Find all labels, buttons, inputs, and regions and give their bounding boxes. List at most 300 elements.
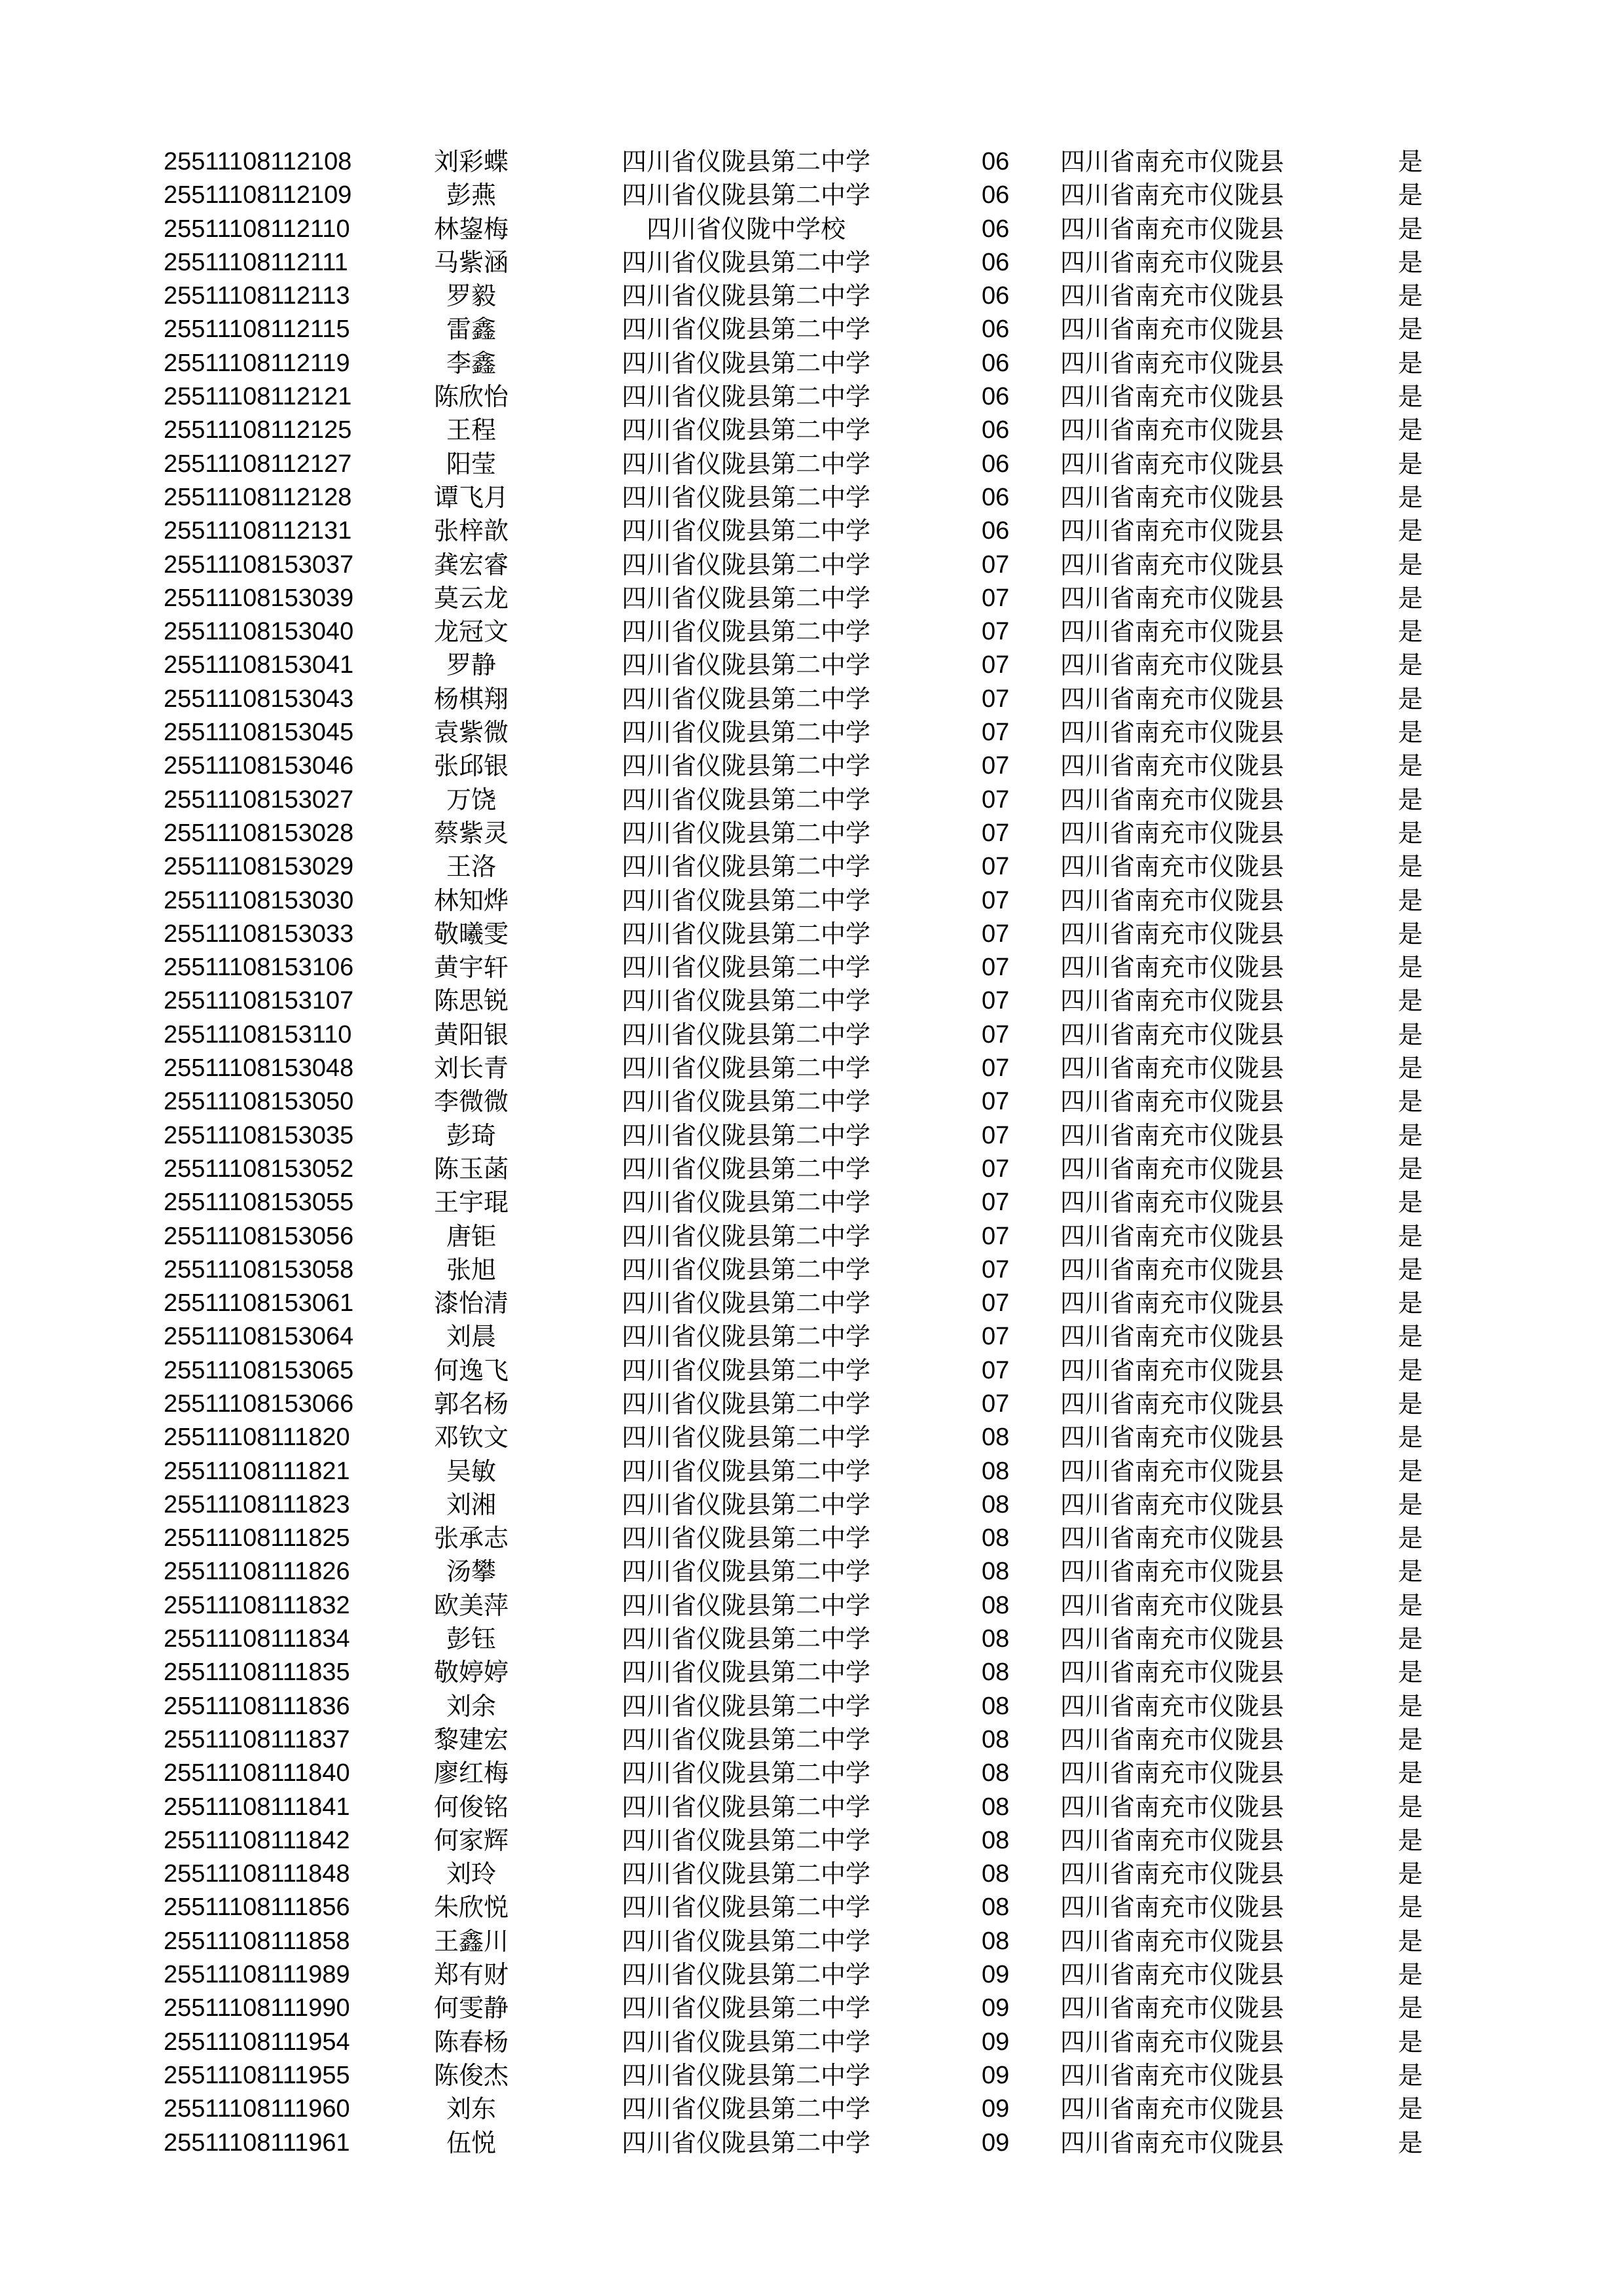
student-name-cell: 张承志 bbox=[433, 1524, 508, 1553]
status-flag-cell: 是 bbox=[1397, 1020, 1423, 1049]
student-name-cell: 郭名杨 bbox=[433, 1389, 508, 1418]
student-id-cell: 25511108153064 bbox=[164, 1323, 354, 1351]
region-cell: 四川省南充市仪陇县 bbox=[1060, 2128, 1285, 2157]
student-id-cell: 25511108112127 bbox=[164, 450, 352, 478]
student-name-cell: 欧美萍 bbox=[433, 1590, 508, 1620]
class-number-cell: 07 bbox=[982, 853, 1010, 881]
region-cell: 四川省南充市仪陇县 bbox=[1060, 1691, 1285, 1721]
status-flag-cell: 是 bbox=[1397, 1322, 1423, 1352]
school-cell: 四川省仪陇县第二中学 bbox=[621, 1557, 870, 1587]
table-row bbox=[164, 1925, 1446, 1958]
region-cell: 四川省南充市仪陇县 bbox=[1060, 1456, 1285, 1486]
class-number-cell: 07 bbox=[982, 920, 1010, 948]
status-flag-cell: 是 bbox=[1397, 1255, 1423, 1284]
table-row bbox=[164, 145, 1446, 179]
table-row bbox=[164, 1018, 1446, 1052]
region-cell: 四川省南充市仪陇县 bbox=[1060, 550, 1285, 579]
table-row bbox=[164, 817, 1446, 850]
school-cell: 四川省仪陇县第二中学 bbox=[621, 550, 870, 579]
student-id-cell: 25511108153027 bbox=[164, 785, 354, 814]
status-flag-cell: 是 bbox=[1397, 2128, 1423, 2157]
table-row bbox=[164, 1287, 1446, 1320]
region-cell: 四川省南充市仪陇县 bbox=[1060, 718, 1285, 747]
class-number-cell: 07 bbox=[982, 1121, 1010, 1149]
student-roster-table bbox=[164, 145, 1446, 2160]
table-row bbox=[164, 716, 1446, 749]
class-number-cell: 07 bbox=[982, 550, 1010, 579]
student-id-cell: 25511108111820 bbox=[164, 1424, 350, 1452]
region-cell: 四川省南充市仪陇县 bbox=[1060, 1590, 1285, 1620]
region-cell: 四川省南充市仪陇县 bbox=[1060, 617, 1285, 647]
class-number-cell: 08 bbox=[982, 1490, 1010, 1518]
region-cell: 四川省南充市仪陇县 bbox=[1060, 1423, 1285, 1452]
region-cell: 四川省南充市仪陇县 bbox=[1060, 1389, 1285, 1418]
region-cell: 四川省南充市仪陇县 bbox=[1060, 1624, 1285, 1654]
student-name-cell: 张梓歆 bbox=[433, 516, 508, 546]
school-cell: 四川省仪陇县第二中学 bbox=[621, 348, 870, 378]
school-cell: 四川省仪陇县第二中学 bbox=[621, 1154, 870, 1183]
student-name-cell: 张邱银 bbox=[433, 751, 508, 781]
school-cell: 四川省仪陇县第二中学 bbox=[621, 1691, 870, 1721]
region-cell: 四川省南充市仪陇县 bbox=[1060, 2094, 1285, 2124]
student-id-cell: 25511108112109 bbox=[164, 181, 352, 209]
school-cell: 四川省仪陇县第二中学 bbox=[621, 1994, 870, 2023]
student-id-cell: 25511108112128 bbox=[164, 483, 352, 511]
student-id-cell: 25511108111835 bbox=[164, 1659, 350, 1687]
class-number-cell: 09 bbox=[982, 2028, 1010, 2056]
status-flag-cell: 是 bbox=[1397, 1624, 1423, 1654]
student-name-cell: 黄阳银 bbox=[433, 1020, 508, 1049]
student-id-cell: 25511108153040 bbox=[164, 618, 354, 646]
region-cell: 四川省南充市仪陇县 bbox=[1060, 315, 1285, 344]
status-flag-cell: 是 bbox=[1397, 1691, 1423, 1721]
table-row bbox=[164, 1052, 1446, 1085]
status-flag-cell: 是 bbox=[1397, 751, 1423, 781]
status-flag-cell: 是 bbox=[1397, 1456, 1423, 1486]
school-cell: 四川省仪陇县第二中学 bbox=[621, 1490, 870, 1519]
status-flag-cell: 是 bbox=[1397, 1423, 1423, 1452]
school-cell: 四川省仪陇县第二中学 bbox=[621, 1289, 870, 1318]
table-row bbox=[164, 649, 1446, 682]
status-flag-cell: 是 bbox=[1397, 1221, 1423, 1251]
table-row bbox=[164, 179, 1446, 212]
student-id-cell: 25511108112115 bbox=[164, 315, 350, 344]
status-flag-cell: 是 bbox=[1397, 281, 1423, 311]
class-number-cell: 08 bbox=[982, 1826, 1010, 1854]
student-name-cell: 刘东 bbox=[446, 2094, 496, 2124]
class-number-cell: 07 bbox=[982, 685, 1010, 713]
table-row bbox=[164, 1656, 1446, 1689]
class-number-cell: 08 bbox=[982, 1457, 1010, 1485]
status-flag-cell: 是 bbox=[1397, 1121, 1423, 1150]
table-row bbox=[164, 582, 1446, 615]
student-id-cell: 25511108153107 bbox=[164, 987, 354, 1015]
school-cell: 四川省仪陇县第二中学 bbox=[621, 382, 870, 412]
status-flag-cell: 是 bbox=[1397, 617, 1423, 647]
table-row bbox=[164, 615, 1446, 649]
region-cell: 四川省南充市仪陇县 bbox=[1060, 651, 1285, 680]
student-id-cell: 25511108111858 bbox=[164, 1927, 350, 1955]
student-name-cell: 刘长青 bbox=[433, 1054, 508, 1083]
class-number-cell: 07 bbox=[982, 1289, 1010, 1318]
class-number-cell: 07 bbox=[982, 954, 1010, 982]
student-name-cell: 林知烨 bbox=[433, 886, 508, 915]
school-cell: 四川省仪陇县第二中学 bbox=[621, 1759, 870, 1788]
school-cell: 四川省仪陇县第二中学 bbox=[621, 281, 870, 311]
student-name-cell: 李微微 bbox=[433, 1087, 508, 1117]
student-id-cell: 25511108112119 bbox=[164, 349, 350, 377]
student-id-cell: 25511108153058 bbox=[164, 1255, 354, 1283]
region-cell: 四川省南充市仪陇县 bbox=[1060, 2027, 1285, 2056]
region-cell: 四川省南充市仪陇县 bbox=[1060, 1355, 1285, 1385]
table-row bbox=[164, 850, 1446, 884]
table-row bbox=[164, 1488, 1446, 1522]
class-number-cell: 07 bbox=[982, 618, 1010, 646]
region-cell: 四川省南充市仪陇县 bbox=[1060, 1759, 1285, 1788]
region-cell: 四川省南充市仪陇县 bbox=[1060, 1994, 1285, 2023]
table-row bbox=[164, 380, 1446, 414]
student-name-cell: 罗静 bbox=[446, 651, 496, 680]
student-name-cell: 莫云龙 bbox=[433, 583, 508, 613]
student-id-cell: 25511108153039 bbox=[164, 584, 354, 612]
status-flag-cell: 是 bbox=[1397, 315, 1423, 344]
table-row bbox=[164, 1958, 1446, 1992]
student-name-cell: 马紫涵 bbox=[433, 247, 508, 277]
class-number-cell: 08 bbox=[982, 1692, 1010, 1720]
student-id-cell: 25511108153033 bbox=[164, 920, 354, 948]
table-row bbox=[164, 1153, 1446, 1186]
school-cell: 四川省仪陇县第二中学 bbox=[621, 718, 870, 747]
status-flag-cell: 是 bbox=[1397, 1859, 1423, 1889]
table-row bbox=[164, 1119, 1446, 1153]
student-id-cell: 25511108153028 bbox=[164, 819, 354, 847]
status-flag-cell: 是 bbox=[1397, 986, 1423, 1016]
region-cell: 四川省南充市仪陇县 bbox=[1060, 214, 1285, 243]
student-name-cell: 彭钰 bbox=[446, 1624, 496, 1654]
school-cell: 四川省仪陇县第二中学 bbox=[621, 1020, 870, 1049]
class-number-cell: 09 bbox=[982, 2061, 1010, 2089]
student-name-cell: 杨棋翔 bbox=[433, 684, 508, 713]
student-id-cell: 25511108111955 bbox=[164, 2061, 350, 2089]
region-cell: 四川省南充市仪陇县 bbox=[1060, 1524, 1285, 1553]
student-id-cell: 25511108153030 bbox=[164, 886, 354, 914]
status-flag-cell: 是 bbox=[1397, 482, 1423, 512]
student-id-cell: 25511108111823 bbox=[164, 1490, 350, 1518]
class-number-cell: 07 bbox=[982, 1189, 1010, 1217]
school-cell: 四川省仪陇县第二中学 bbox=[621, 919, 870, 948]
region-cell: 四川省南充市仪陇县 bbox=[1060, 1322, 1285, 1352]
student-name-cell: 吴敏 bbox=[446, 1456, 496, 1486]
class-number-cell: 08 bbox=[982, 1725, 1010, 1753]
table-row bbox=[164, 1992, 1446, 2025]
table-row bbox=[164, 1824, 1446, 1857]
region-cell: 四川省南充市仪陇县 bbox=[1060, 516, 1285, 546]
student-id-cell: 25511108111826 bbox=[164, 1558, 350, 1586]
class-number-cell: 06 bbox=[982, 215, 1010, 243]
student-id-cell: 25511108111990 bbox=[164, 1994, 350, 2022]
status-flag-cell: 是 bbox=[1397, 247, 1423, 277]
student-id-cell: 25511108111825 bbox=[164, 1524, 350, 1552]
student-id-cell: 25511108153037 bbox=[164, 550, 354, 579]
class-number-cell: 06 bbox=[982, 416, 1010, 444]
region-cell: 四川省南充市仪陇县 bbox=[1060, 953, 1285, 982]
status-flag-cell: 是 bbox=[1397, 1355, 1423, 1385]
school-cell: 四川省仪陇县第二中学 bbox=[621, 2060, 870, 2090]
student-id-cell: 25511108153061 bbox=[164, 1289, 354, 1318]
class-number-cell: 07 bbox=[982, 785, 1010, 814]
school-cell: 四川省仪陇县第二中学 bbox=[621, 449, 870, 478]
class-number-cell: 07 bbox=[982, 1356, 1010, 1384]
class-number-cell: 08 bbox=[982, 1659, 1010, 1687]
status-flag-cell: 是 bbox=[1397, 1590, 1423, 1620]
class-number-cell: 07 bbox=[982, 1054, 1010, 1083]
status-flag-cell: 是 bbox=[1397, 684, 1423, 713]
class-number-cell: 06 bbox=[982, 148, 1010, 175]
class-number-cell: 07 bbox=[982, 886, 1010, 914]
region-cell: 四川省南充市仪陇县 bbox=[1060, 281, 1285, 311]
school-cell: 四川省仪陇县第二中学 bbox=[621, 1355, 870, 1385]
table-row bbox=[164, 884, 1446, 918]
status-flag-cell: 是 bbox=[1397, 1926, 1423, 1956]
status-flag-cell: 是 bbox=[1397, 516, 1423, 546]
region-cell: 四川省南充市仪陇县 bbox=[1060, 886, 1285, 915]
table-row bbox=[164, 313, 1446, 346]
school-cell: 四川省仪陇县第二中学 bbox=[621, 886, 870, 915]
school-cell: 四川省仪陇县第二中学 bbox=[621, 583, 870, 613]
student-name-cell: 刘玲 bbox=[446, 1859, 496, 1889]
status-flag-cell: 是 bbox=[1397, 1725, 1423, 1754]
class-number-cell: 06 bbox=[982, 450, 1010, 478]
table-row bbox=[164, 918, 1446, 951]
class-number-cell: 07 bbox=[982, 1390, 1010, 1418]
class-number-cell: 08 bbox=[982, 1524, 1010, 1552]
status-flag-cell: 是 bbox=[1397, 1490, 1423, 1519]
status-flag-cell: 是 bbox=[1397, 214, 1423, 243]
table-row bbox=[164, 414, 1446, 447]
region-cell: 四川省南充市仪陇县 bbox=[1060, 1557, 1285, 1587]
student-id-cell: 25511108153066 bbox=[164, 1390, 354, 1418]
class-number-cell: 08 bbox=[982, 1424, 1010, 1452]
school-cell: 四川省仪陇县第二中学 bbox=[621, 2128, 870, 2157]
status-flag-cell: 是 bbox=[1397, 651, 1423, 680]
region-cell: 四川省南充市仪陇县 bbox=[1060, 1926, 1285, 1956]
student-id-cell: 25511108153052 bbox=[164, 1155, 354, 1183]
status-flag-cell: 是 bbox=[1397, 1054, 1423, 1083]
region-cell: 四川省南充市仪陇县 bbox=[1060, 684, 1285, 713]
status-flag-cell: 是 bbox=[1397, 1154, 1423, 1183]
student-id-cell: 25511108112108 bbox=[164, 148, 352, 175]
student-name-cell: 汤攀 bbox=[446, 1557, 496, 1587]
class-number-cell: 09 bbox=[982, 1994, 1010, 2022]
region-cell: 四川省南充市仪陇县 bbox=[1060, 1087, 1285, 1117]
student-id-cell: 25511108153043 bbox=[164, 685, 354, 713]
class-number-cell: 06 bbox=[982, 349, 1010, 377]
school-cell: 四川省仪陇县第二中学 bbox=[621, 181, 870, 210]
student-id-cell: 25511108111856 bbox=[164, 1893, 350, 1922]
status-flag-cell: 是 bbox=[1397, 1524, 1423, 1553]
student-name-cell: 王程 bbox=[446, 416, 496, 445]
region-cell: 四川省南充市仪陇县 bbox=[1060, 852, 1285, 882]
table-row bbox=[164, 448, 1446, 481]
school-cell: 四川省仪陇县第二中学 bbox=[621, 785, 870, 814]
school-cell: 四川省仪陇县第二中学 bbox=[621, 1121, 870, 1150]
school-cell: 四川省仪陇县第二中学 bbox=[621, 751, 870, 781]
table-row bbox=[164, 1186, 1446, 1219]
school-cell: 四川省仪陇县第二中学 bbox=[621, 684, 870, 713]
region-cell: 四川省南充市仪陇县 bbox=[1060, 1020, 1285, 1049]
school-cell: 四川省仪陇县第二中学 bbox=[621, 482, 870, 512]
status-flag-cell: 是 bbox=[1397, 818, 1423, 848]
class-number-cell: 09 bbox=[982, 2095, 1010, 2123]
school-cell: 四川省仪陇县第二中学 bbox=[621, 1926, 870, 1956]
table-row bbox=[164, 1690, 1446, 1723]
class-number-cell: 07 bbox=[982, 584, 1010, 612]
school-cell: 四川省仪陇县第二中学 bbox=[621, 1624, 870, 1654]
region-cell: 四川省南充市仪陇县 bbox=[1060, 1490, 1285, 1519]
student-id-cell: 25511108153045 bbox=[164, 719, 354, 747]
school-cell: 四川省仪陇县第二中学 bbox=[621, 617, 870, 647]
student-id-cell: 25511108111842 bbox=[164, 1826, 350, 1854]
student-name-cell: 朱欣悦 bbox=[433, 1893, 508, 1922]
class-number-cell: 06 bbox=[982, 483, 1010, 511]
region-cell: 四川省南充市仪陇县 bbox=[1060, 1154, 1285, 1183]
status-flag-cell: 是 bbox=[1397, 919, 1423, 948]
class-number-cell: 08 bbox=[982, 1793, 1010, 1821]
student-name-cell: 李鑫 bbox=[446, 348, 496, 378]
school-cell: 四川省仪陇县第二中学 bbox=[621, 1725, 870, 1754]
region-cell: 四川省南充市仪陇县 bbox=[1060, 416, 1285, 445]
status-flag-cell: 是 bbox=[1397, 1188, 1423, 1217]
student-name-cell: 黎建宏 bbox=[433, 1725, 508, 1754]
table-row bbox=[164, 347, 1446, 380]
school-cell: 四川省仪陇县第二中学 bbox=[621, 315, 870, 344]
student-name-cell: 陈春杨 bbox=[433, 2027, 508, 2056]
student-id-cell: 25511108153029 bbox=[164, 853, 354, 881]
status-flag-cell: 是 bbox=[1397, 1557, 1423, 1587]
school-cell: 四川省仪陇县第二中学 bbox=[621, 147, 870, 176]
region-cell: 四川省南充市仪陇县 bbox=[1060, 818, 1285, 848]
school-cell: 四川省仪陇县第二中学 bbox=[621, 1221, 870, 1251]
status-flag-cell: 是 bbox=[1397, 886, 1423, 915]
student-name-cell: 彭琦 bbox=[446, 1121, 496, 1150]
class-number-cell: 07 bbox=[982, 1020, 1010, 1049]
status-flag-cell: 是 bbox=[1397, 1658, 1423, 1687]
school-cell: 四川省仪陇县第二中学 bbox=[621, 1960, 870, 1990]
school-cell: 四川省仪陇县第二中学 bbox=[621, 1859, 870, 1889]
table-row bbox=[164, 246, 1446, 279]
table-row bbox=[164, 1253, 1446, 1287]
student-id-cell: 25511108112131 bbox=[164, 517, 352, 545]
status-flag-cell: 是 bbox=[1397, 1825, 1423, 1855]
region-cell: 四川省南充市仪陇县 bbox=[1060, 1825, 1285, 1855]
student-name-cell: 廖红梅 bbox=[433, 1759, 508, 1788]
status-flag-cell: 是 bbox=[1397, 1087, 1423, 1117]
student-id-cell: 25511108153065 bbox=[164, 1356, 354, 1384]
class-number-cell: 08 bbox=[982, 1893, 1010, 1922]
student-name-cell: 邓钦文 bbox=[433, 1423, 508, 1452]
status-flag-cell: 是 bbox=[1397, 1994, 1423, 2023]
table-row bbox=[164, 951, 1446, 984]
student-name-cell: 陈思锐 bbox=[433, 986, 508, 1016]
region-cell: 四川省南充市仪陇县 bbox=[1060, 449, 1285, 478]
class-number-cell: 09 bbox=[982, 2128, 1010, 2157]
status-flag-cell: 是 bbox=[1397, 2094, 1423, 2124]
student-name-cell: 郑有财 bbox=[433, 1960, 508, 1990]
status-flag-cell: 是 bbox=[1397, 382, 1423, 412]
student-name-cell: 袁紫微 bbox=[433, 718, 508, 747]
student-name-cell: 雷鑫 bbox=[446, 315, 496, 344]
status-flag-cell: 是 bbox=[1397, 181, 1423, 210]
student-id-cell: 25511108111954 bbox=[164, 2028, 350, 2056]
school-cell: 四川省仪陇县第二中学 bbox=[621, 416, 870, 445]
student-name-cell: 刘余 bbox=[446, 1691, 496, 1721]
class-number-cell: 07 bbox=[982, 719, 1010, 747]
class-number-cell: 06 bbox=[982, 282, 1010, 310]
class-number-cell: 07 bbox=[982, 651, 1010, 679]
table-row bbox=[164, 1623, 1446, 1656]
region-cell: 四川省南充市仪陇县 bbox=[1060, 919, 1285, 948]
class-number-cell: 08 bbox=[982, 1759, 1010, 1787]
student-id-cell: 25511108153048 bbox=[164, 1054, 354, 1083]
status-flag-cell: 是 bbox=[1397, 1389, 1423, 1418]
region-cell: 四川省南充市仪陇县 bbox=[1060, 1054, 1285, 1083]
region-cell: 四川省南充市仪陇县 bbox=[1060, 751, 1285, 781]
class-number-cell: 07 bbox=[982, 987, 1010, 1015]
class-number-cell: 07 bbox=[982, 819, 1010, 847]
region-cell: 四川省南充市仪陇县 bbox=[1060, 1893, 1285, 1922]
student-id-cell: 25511108153056 bbox=[164, 1222, 354, 1250]
region-cell: 四川省南充市仪陇县 bbox=[1060, 785, 1285, 814]
table-row bbox=[164, 481, 1446, 514]
school-cell: 四川省仪陇县第二中学 bbox=[621, 1825, 870, 1855]
class-number-cell: 06 bbox=[982, 181, 1010, 209]
class-number-cell: 08 bbox=[982, 1625, 1010, 1653]
table-row bbox=[164, 2126, 1446, 2160]
school-cell: 四川省仪陇县第二中学 bbox=[621, 1456, 870, 1486]
table-row bbox=[164, 683, 1446, 716]
status-flag-cell: 是 bbox=[1397, 953, 1423, 982]
region-cell: 四川省南充市仪陇县 bbox=[1060, 1658, 1285, 1687]
status-flag-cell: 是 bbox=[1397, 852, 1423, 882]
student-id-cell: 25511108153050 bbox=[164, 1088, 354, 1116]
table-row bbox=[164, 1589, 1446, 1623]
school-cell: 四川省仪陇县第二中学 bbox=[621, 2094, 870, 2124]
table-row bbox=[164, 514, 1446, 548]
status-flag-cell: 是 bbox=[1397, 2060, 1423, 2090]
student-id-cell: 25511108153041 bbox=[164, 651, 354, 679]
school-cell: 四川省仪陇县第二中学 bbox=[621, 1389, 870, 1418]
student-id-cell: 25511108153110 bbox=[164, 1020, 352, 1049]
student-id-cell: 25511108112111 bbox=[164, 248, 348, 276]
student-name-cell: 陈玉菡 bbox=[433, 1154, 508, 1183]
region-cell: 四川省南充市仪陇县 bbox=[1060, 1221, 1285, 1251]
class-number-cell: 06 bbox=[982, 383, 1010, 411]
region-cell: 四川省南充市仪陇县 bbox=[1060, 482, 1285, 512]
region-cell: 四川省南充市仪陇县 bbox=[1060, 147, 1285, 176]
school-cell: 四川省仪陇县第二中学 bbox=[621, 1054, 870, 1083]
student-id-cell: 25511108111840 bbox=[164, 1759, 350, 1787]
class-number-cell: 07 bbox=[982, 1323, 1010, 1351]
school-cell: 四川省仪陇县第二中学 bbox=[621, 953, 870, 982]
status-flag-cell: 是 bbox=[1397, 785, 1423, 814]
region-cell: 四川省南充市仪陇县 bbox=[1060, 1121, 1285, 1150]
region-cell: 四川省南充市仪陇县 bbox=[1060, 2060, 1285, 2090]
student-name-cell: 何雯静 bbox=[433, 1994, 508, 2023]
school-cell: 四川省仪陇县第二中学 bbox=[621, 986, 870, 1016]
region-cell: 四川省南充市仪陇县 bbox=[1060, 1960, 1285, 1990]
school-cell: 四川省仪陇县第二中学 bbox=[621, 2027, 870, 2056]
status-flag-cell: 是 bbox=[1397, 416, 1423, 445]
